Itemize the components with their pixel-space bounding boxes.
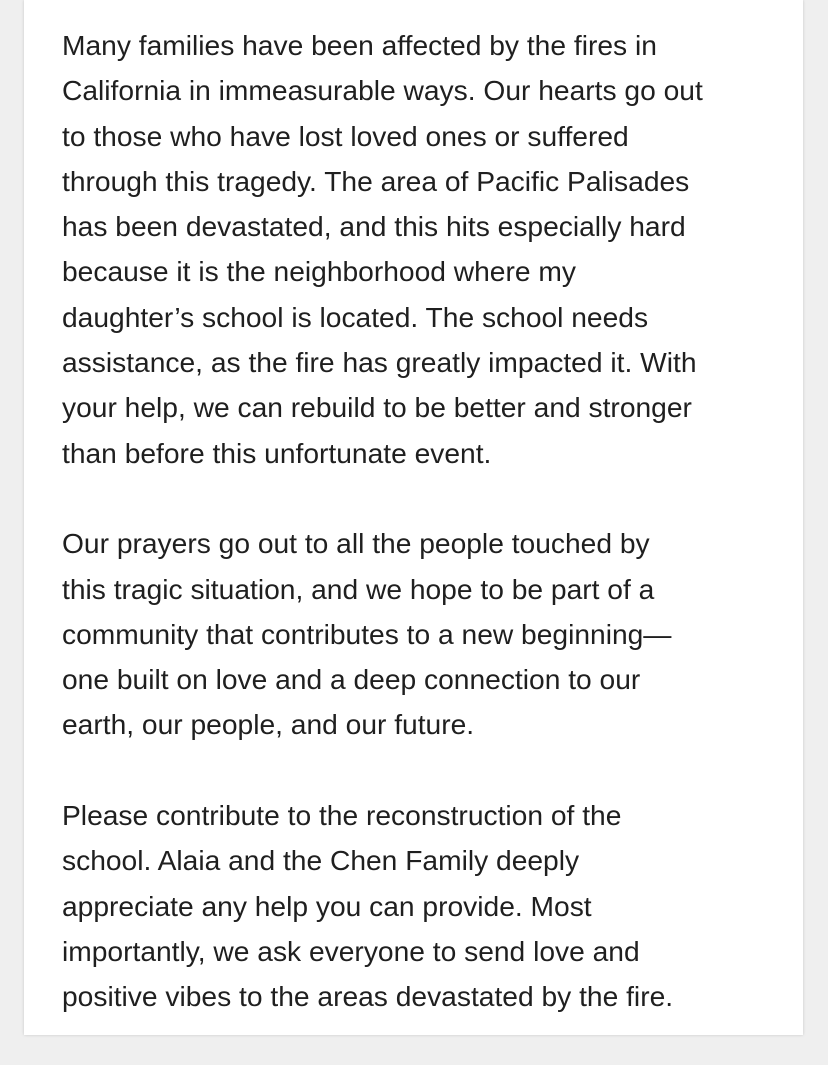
message-paragraph-1 bbox=[62, 23, 782, 476]
message-line: has been devastated, and this hits especially hard bbox=[62, 210, 686, 243]
message-line: your help, we can rebuild to be better and stronger bbox=[62, 391, 692, 424]
message-line: through this tragedy. The area of Pacific Palisades bbox=[62, 164, 690, 197]
message-line: earth, our people, and our future. bbox=[62, 708, 475, 741]
message-line: Many families have been affected by the fires in bbox=[62, 29, 657, 61]
message-line: than before this unfortunate event. bbox=[62, 436, 492, 469]
message-line: Our prayers go out to all the people touched by bbox=[62, 527, 650, 560]
message-panel bbox=[24, 0, 803, 1035]
message-line: because it is the neighborhood where my bbox=[62, 255, 576, 288]
message-line: importantly, we ask everyone to send love and bbox=[62, 934, 640, 967]
message-line: positive vibes to the areas devastated by the fire. bbox=[62, 980, 674, 1013]
message-line: Please contribute to the reconstruction of the bbox=[62, 799, 622, 832]
message-line: California in immeasurable ways. Our hearts go out bbox=[62, 74, 703, 107]
message-paragraph-2 bbox=[62, 521, 782, 747]
message-line: one built on love and a deep connection to our bbox=[62, 663, 641, 696]
message-line: to those who have lost loved ones or suffered bbox=[62, 119, 629, 152]
message-line: school. Alaia and the Chen Family deeply bbox=[62, 844, 580, 877]
message-line: community that contributes to a new beginning— bbox=[62, 617, 672, 650]
message-line: daughter’s school is located. The school needs bbox=[62, 300, 649, 333]
message-line: appreciate any help you can provide. Most bbox=[62, 889, 592, 922]
message-paragraph-3 bbox=[62, 793, 782, 1019]
message-line: this tragic situation, and we hope to be part of a bbox=[62, 572, 655, 605]
message-body bbox=[62, 23, 782, 1065]
message-line: assistance, as the fire has greatly impacted it. With bbox=[62, 346, 697, 379]
